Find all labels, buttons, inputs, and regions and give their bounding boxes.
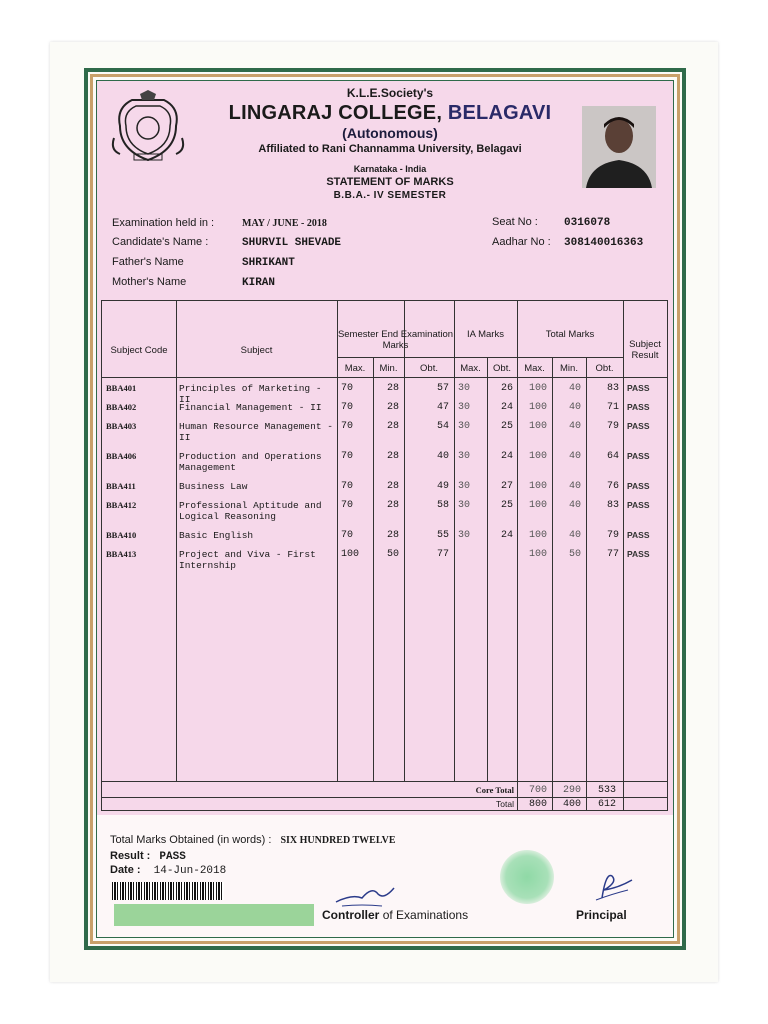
core-total-label: Core Total xyxy=(475,785,514,795)
principal-signature-icon xyxy=(588,868,638,904)
cell-ia-max: 30 xyxy=(458,451,471,462)
cell-sem-max: 70 xyxy=(341,383,354,394)
header-total-marks: Total Marks xyxy=(545,329,595,340)
cell-sem-max: 70 xyxy=(341,481,354,492)
seat-value: 0316078 xyxy=(564,217,611,229)
cell-t-max: 100 xyxy=(528,549,547,560)
cell-t-min: 40 xyxy=(568,421,581,432)
cell-t-obt: 83 xyxy=(606,500,619,511)
controller-label xyxy=(322,908,468,922)
name-label: Candidate's Name : xyxy=(112,236,209,248)
cell-code: BBA411 xyxy=(106,481,136,491)
cell-t-max: 100 xyxy=(528,451,547,462)
core-total-max: 700 xyxy=(528,785,547,796)
cell-t-max: 100 xyxy=(528,530,547,541)
society-name: K.L.E.Society's xyxy=(346,86,434,100)
cell-t-obt: 79 xyxy=(606,421,619,432)
result-label: Result : xyxy=(110,850,151,862)
candidate-photo xyxy=(582,106,656,188)
core-total-min: 290 xyxy=(562,785,581,796)
cell-result: PASS xyxy=(627,549,650,559)
grand-total-max: 800 xyxy=(528,799,547,810)
date-label: Date : xyxy=(110,864,141,876)
cell-ia-max: 30 xyxy=(458,421,471,432)
cell-t-max: 100 xyxy=(528,421,547,432)
header-total-obt: Obt. xyxy=(595,363,614,374)
highlighted-strip xyxy=(114,904,314,926)
cell-sem-obt: 55 xyxy=(436,530,449,541)
cell-ia-obt: 24 xyxy=(500,451,513,462)
cell-t-min: 40 xyxy=(568,481,581,492)
college-stamp xyxy=(500,850,554,904)
cell-subject: Professional Aptitude and Logical Reasoning xyxy=(179,500,322,522)
cell-t-max: 100 xyxy=(528,383,547,394)
cell-ia-obt: 27 xyxy=(500,481,513,492)
cell-t-min: 40 xyxy=(568,451,581,462)
cell-sem-obt: 57 xyxy=(436,383,449,394)
seat-label: Seat No : xyxy=(492,216,538,228)
cell-sem-max: 70 xyxy=(341,451,354,462)
cell-code: BBA410 xyxy=(106,530,137,540)
cell-sem-min: 28 xyxy=(386,500,399,511)
header-subject-result: Subject Result xyxy=(629,339,661,361)
grand-total-min: 400 xyxy=(562,799,581,810)
cell-sem-max: 70 xyxy=(341,402,354,413)
cell-sem-obt: 54 xyxy=(436,421,449,432)
cell-sem-min: 28 xyxy=(386,530,399,541)
date-value: 14-Jun-2018 xyxy=(153,865,227,877)
header-ia-marks: IA Marks xyxy=(467,329,504,340)
cell-code: BBA413 xyxy=(106,549,137,559)
cell-sem-max: 70 xyxy=(341,500,354,511)
exam-value: MAY / JUNE - 2018 xyxy=(242,218,327,229)
cell-code: BBA402 xyxy=(106,402,137,412)
controller-signature-icon xyxy=(332,880,402,910)
cell-subject: Principles of Marketing - II xyxy=(179,383,322,405)
cell-sem-min: 28 xyxy=(386,451,399,462)
father-label: Father's Name xyxy=(112,256,184,268)
header-ia-obt: Obt. xyxy=(493,363,511,374)
cell-ia-max: 30 xyxy=(458,402,471,413)
autonomous-label: (Autonomous) xyxy=(342,125,438,141)
grand-total-obt: 612 xyxy=(597,799,616,810)
cell-subject: Human Resource Management - II xyxy=(179,421,333,443)
cell-subject: Project and Viva - First Internship xyxy=(179,549,316,571)
total-words-value: SIX HUNDRED TWELVE xyxy=(280,835,396,846)
cell-result: PASS xyxy=(627,481,650,491)
document-title: STATEMENT OF MARKS xyxy=(326,176,454,188)
cell-sem-obt: 49 xyxy=(436,481,449,492)
aadhar-label: Aadhar No : xyxy=(492,236,551,248)
header-ia-max: Max. xyxy=(460,363,481,374)
affiliation-text: Affiliated to Rani Channamma University, Belagavi xyxy=(258,143,522,155)
name-value: SHURVIL SHEVADE xyxy=(242,237,342,249)
aadhar-value: 308140016363 xyxy=(564,237,644,249)
cell-result: PASS xyxy=(627,530,650,540)
college-name-part2: BELAGAVI xyxy=(447,102,552,124)
cell-t-min: 50 xyxy=(568,549,581,560)
mother-label: Mother's Name xyxy=(112,276,187,288)
college-emblem-icon xyxy=(110,88,186,166)
cell-sem-min: 28 xyxy=(386,421,399,432)
header-sem-max: Max. xyxy=(344,363,366,374)
cell-subject: Business Law xyxy=(179,481,248,492)
cell-result: PASS xyxy=(627,402,650,412)
cell-subject: Financial Management - II xyxy=(179,402,322,413)
result-value: PASS xyxy=(159,851,186,863)
cell-ia-obt: 24 xyxy=(500,530,513,541)
header-total-min: Min. xyxy=(560,363,578,374)
college-name-part1: LINGARAJ COLLEGE, xyxy=(228,102,443,124)
cell-sem-max: 70 xyxy=(341,421,354,432)
header-sem-min: Min. xyxy=(379,363,398,374)
marks-table xyxy=(101,300,668,811)
total-words-label: Total Marks Obtained (in words) : xyxy=(110,834,272,846)
cell-t-obt: 77 xyxy=(606,549,619,560)
cell-sem-min: 28 xyxy=(386,383,399,394)
cell-sem-min: 28 xyxy=(386,402,399,413)
cell-t-max: 100 xyxy=(528,500,547,511)
cell-t-min: 40 xyxy=(568,383,581,394)
cell-result: PASS xyxy=(627,451,650,461)
header-subject: Subject xyxy=(240,345,273,356)
cell-ia-max: 30 xyxy=(458,383,471,394)
header-sem-obt: Obt. xyxy=(420,363,438,374)
mother-value: KIRAN xyxy=(242,277,276,289)
semester-title: B.B.A.- IV SEMESTER xyxy=(333,190,447,201)
controller-label-part2: of Examinations xyxy=(382,908,469,922)
cell-ia-max: 30 xyxy=(458,500,471,511)
cell-t-obt: 71 xyxy=(606,402,619,413)
controller-label-part1: Controller xyxy=(322,908,380,922)
grand-total-label: Total xyxy=(496,799,514,809)
cell-code: BBA406 xyxy=(106,451,137,461)
total-words-row xyxy=(110,834,396,846)
cell-t-obt: 79 xyxy=(606,530,619,541)
cell-ia-max: 30 xyxy=(458,481,471,492)
exam-label: Examination held in : xyxy=(112,217,215,229)
header-subject-code: Subject Code xyxy=(110,345,168,356)
header-total-max: Max. xyxy=(524,363,545,374)
cell-sem-min: 50 xyxy=(386,549,399,560)
cell-result: PASS xyxy=(627,500,650,510)
cell-t-min: 40 xyxy=(568,500,581,511)
location-text: Karnataka - India xyxy=(353,164,427,174)
cell-t-min: 40 xyxy=(568,402,581,413)
cell-sem-max: 100 xyxy=(341,549,360,560)
cell-t-obt: 83 xyxy=(606,383,619,394)
cell-code: BBA412 xyxy=(106,500,137,510)
cell-t-max: 100 xyxy=(528,481,547,492)
cell-code: BBA401 xyxy=(106,383,137,393)
date-row xyxy=(110,864,226,877)
cell-sem-obt: 77 xyxy=(436,549,449,560)
cell-ia-max: 30 xyxy=(458,530,471,541)
header-semester-end: Semester End Examination Marks xyxy=(337,329,454,351)
cell-sem-max: 70 xyxy=(341,530,354,541)
cell-subject: Production and Operations Management xyxy=(179,451,322,473)
father-value: SHRIKANT xyxy=(242,257,295,269)
principal-label: Principal xyxy=(576,908,627,922)
cell-sem-obt: 40 xyxy=(436,451,449,462)
cell-sem-min: 28 xyxy=(386,481,399,492)
cell-t-obt: 76 xyxy=(606,481,619,492)
cell-result: PASS xyxy=(627,421,650,431)
result-row xyxy=(110,850,186,863)
barcode xyxy=(112,882,224,900)
cell-ia-obt: 24 xyxy=(500,402,513,413)
cell-code: BBA403 xyxy=(106,421,137,431)
cell-ia-obt: 26 xyxy=(500,383,513,394)
cell-ia-obt: 25 xyxy=(500,500,513,511)
cell-t-obt: 64 xyxy=(606,451,619,462)
cell-subject: Basic English xyxy=(179,530,254,541)
cell-sem-obt: 47 xyxy=(436,402,449,413)
college-name xyxy=(200,102,580,125)
cell-t-max: 100 xyxy=(528,402,547,413)
cell-ia-obt: 25 xyxy=(500,421,513,432)
cell-t-min: 40 xyxy=(568,530,581,541)
cell-sem-obt: 58 xyxy=(436,500,449,511)
cell-result: PASS xyxy=(627,383,650,393)
core-total-obt: 533 xyxy=(597,785,616,796)
